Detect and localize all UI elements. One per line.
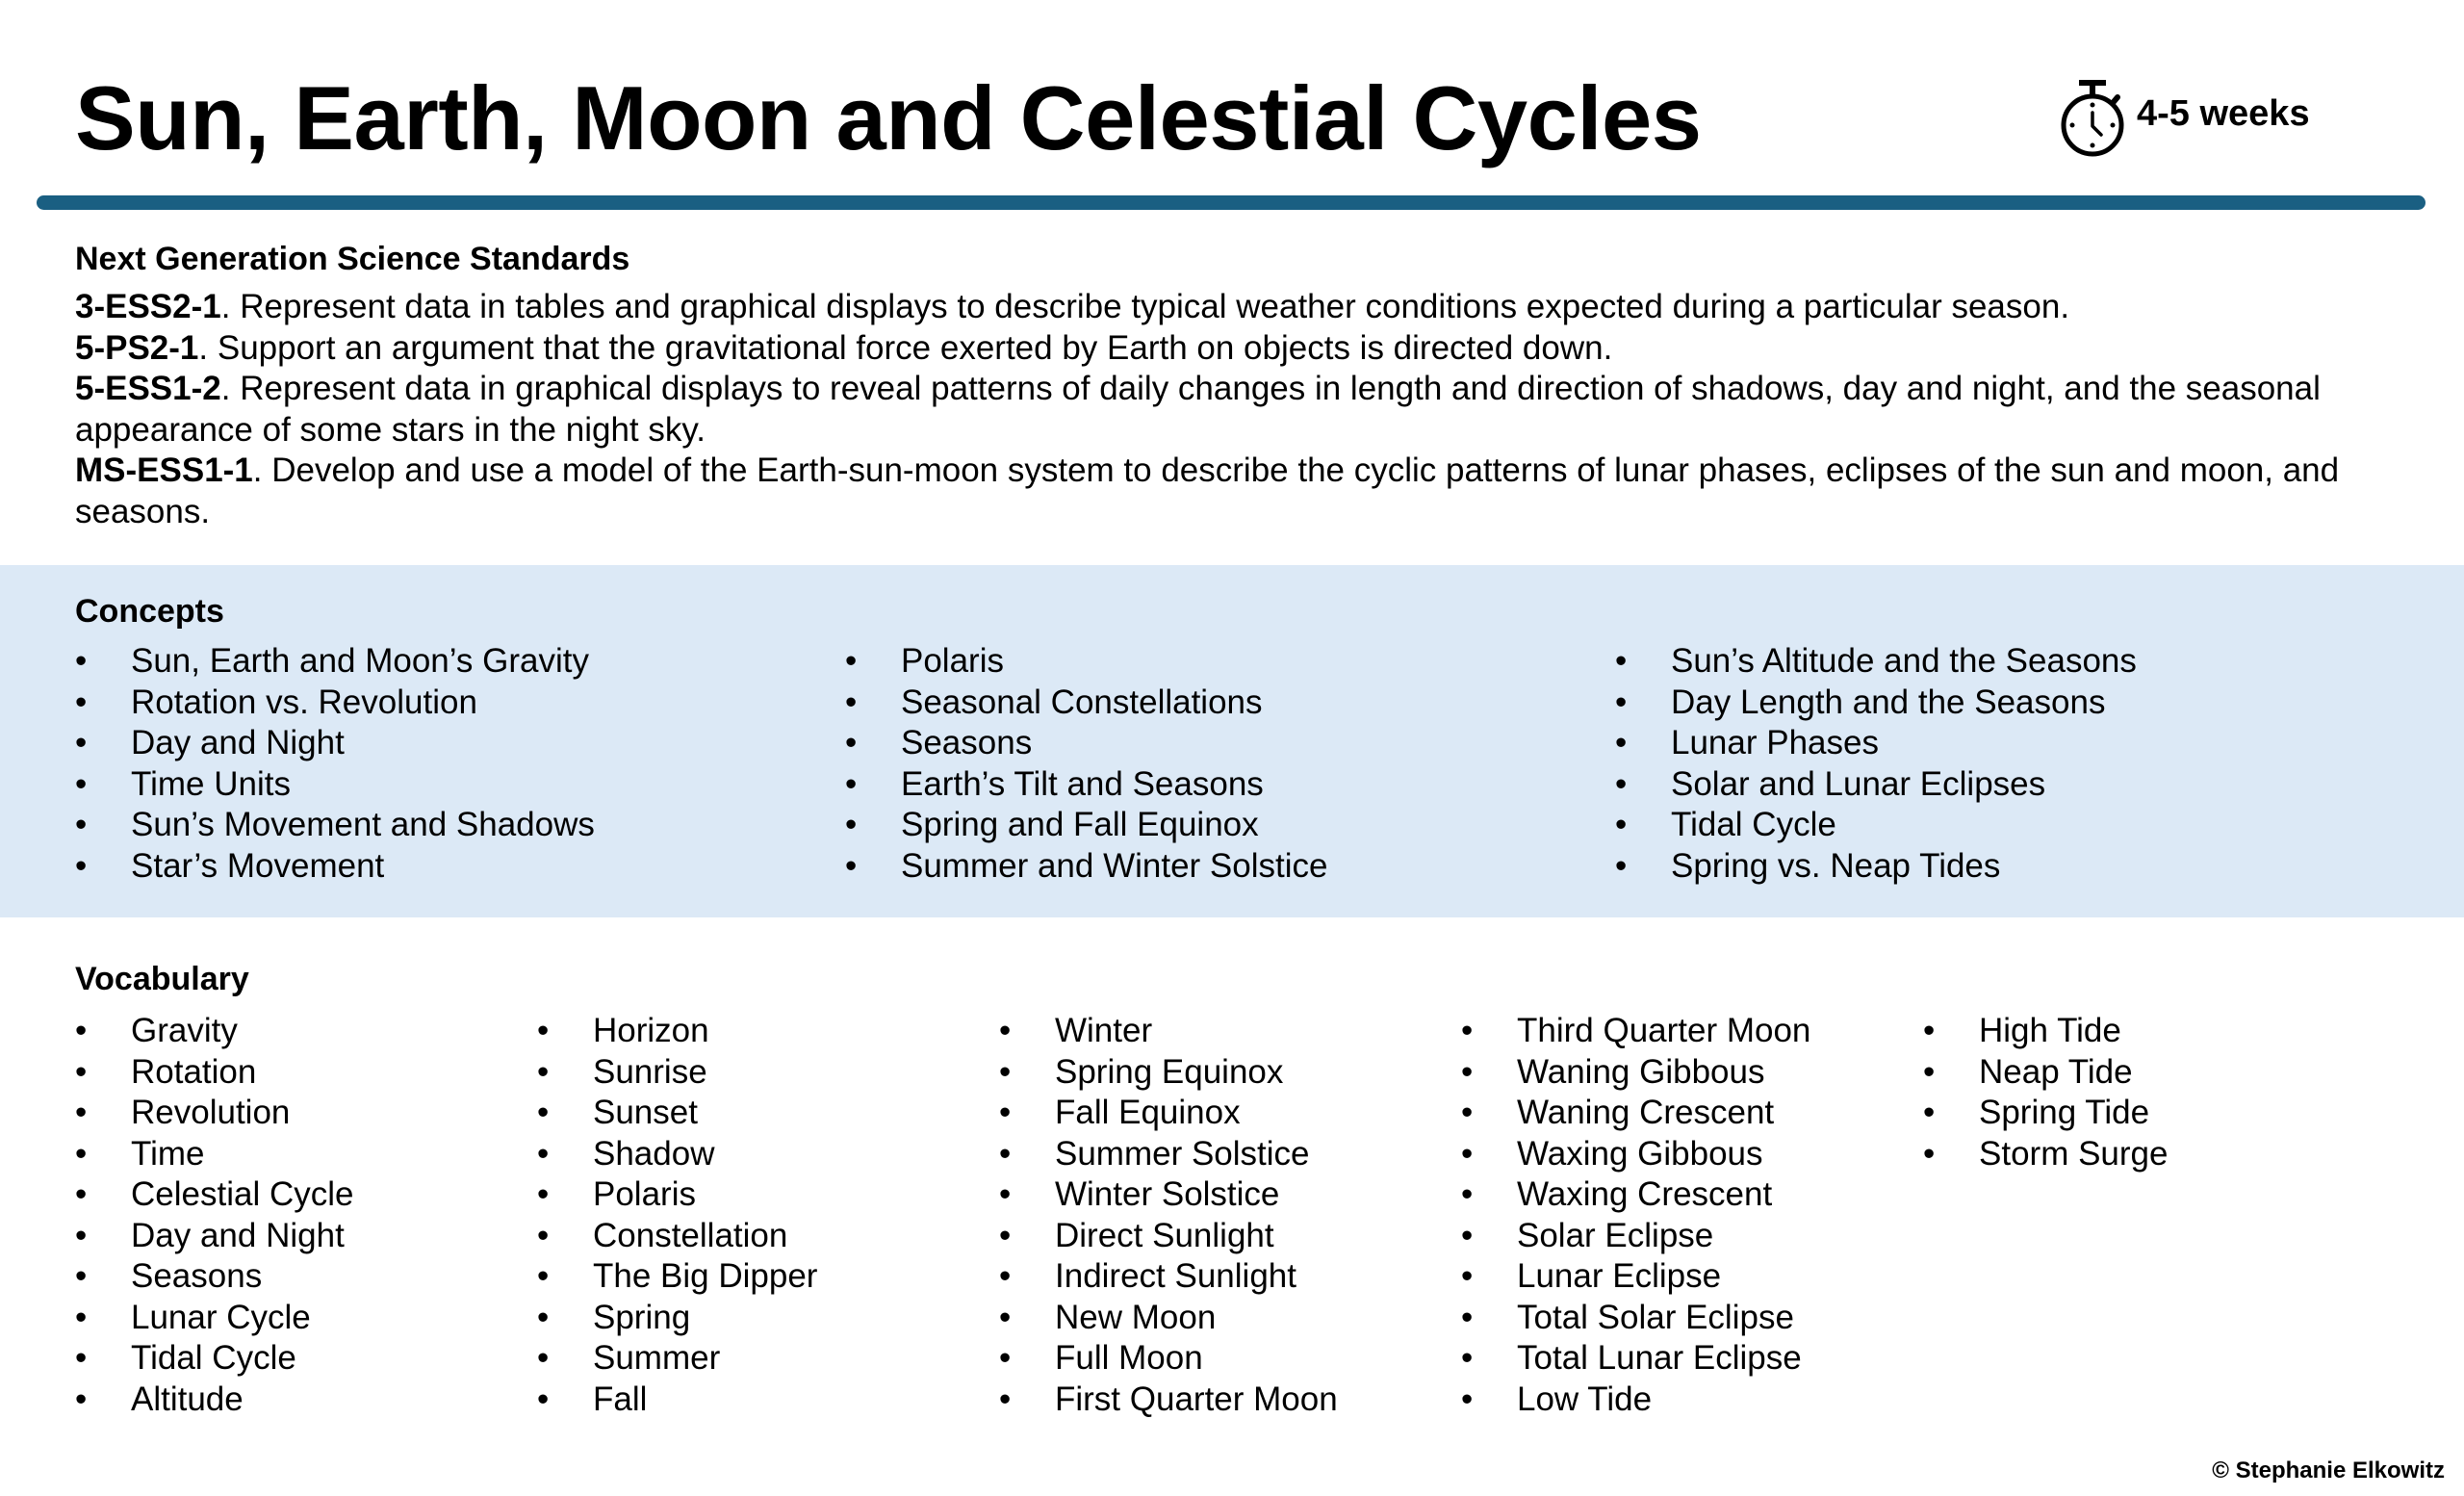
list-item: [537, 1093, 817, 1134]
list-item: [537, 1256, 817, 1298]
list-item-label: Solar Eclipse: [1517, 1216, 1714, 1254]
list-item: [75, 764, 595, 806]
list-item-label: Day and Night: [131, 1216, 345, 1254]
list-item: [75, 1052, 353, 1094]
list-item: [845, 764, 1327, 806]
bullet-icon: •: [1615, 846, 1628, 885]
list-item: [75, 1134, 353, 1175]
list-item: [537, 1174, 817, 1216]
list-item-label: Storm Surge: [1979, 1134, 2169, 1173]
list-item: [1461, 1134, 1810, 1175]
list-item-label: High Tide: [1979, 1012, 2121, 1049]
bullet-icon: •: [1615, 683, 1628, 721]
bullet-icon: •: [845, 724, 858, 761]
list-item: [999, 1380, 1338, 1421]
list-item: [845, 641, 1327, 683]
bullet-icon: •: [999, 1175, 1012, 1213]
list-item: [75, 1093, 353, 1134]
list-item-label: Indirect Sunlight: [1055, 1257, 1296, 1295]
list-item-label: Rotation: [131, 1052, 257, 1091]
bullet-icon: •: [1615, 724, 1628, 761]
list-item-label: Tidal Cycle: [1671, 806, 1836, 843]
bullet-icon: •: [75, 642, 88, 680]
list-item-label: Constellation: [593, 1216, 788, 1254]
bullet-icon: •: [75, 1134, 88, 1173]
list-item-label: Total Lunar Eclipse: [1517, 1339, 1802, 1377]
list-item-label: Total Solar Eclipse: [1517, 1298, 1794, 1336]
bullet-icon: •: [999, 1298, 1012, 1336]
duration-badge: [2056, 73, 2310, 160]
bullet-icon: •: [75, 1216, 88, 1254]
list-item: [1923, 1052, 2168, 1094]
list-item: [75, 1216, 353, 1257]
list-item: [999, 1298, 1338, 1339]
bullet-icon: •: [1923, 1052, 1936, 1091]
bullet-icon: •: [1461, 1012, 1474, 1049]
standard-text: . Develop and use a model of the Earth-sun-moon system to describe the cyclic patterns of lunar phases, eclipses of the sun and moon, and seasons.: [75, 451, 2340, 530]
bullet-icon: •: [1461, 1134, 1474, 1173]
list-item-label: Waning Gibbous: [1517, 1052, 1765, 1091]
bullet-icon: •: [537, 1134, 550, 1173]
list-item-label: Neap Tide: [1979, 1052, 2133, 1091]
bullet-icon: •: [999, 1094, 1012, 1131]
standard-item: [75, 287, 2404, 328]
list-item-label: Sun, Earth and Moon’s Gravity: [131, 642, 589, 680]
list-item-label: Day Length and the Seasons: [1671, 683, 2106, 721]
list-item-label: Waxing Gibbous: [1517, 1134, 1763, 1173]
bullet-icon: •: [537, 1094, 550, 1131]
list-item-label: Direct Sunlight: [1055, 1216, 1274, 1254]
list-item-label: Seasons: [131, 1257, 263, 1295]
list-item-label: Spring: [593, 1298, 691, 1336]
bullet-icon: •: [537, 1175, 550, 1213]
bullet-icon: •: [999, 1380, 1012, 1418]
bullet-icon: •: [1923, 1012, 1936, 1049]
bullet-icon: •: [537, 1380, 550, 1418]
list-item: [1615, 723, 2137, 764]
list-item-label: Lunar Cycle: [131, 1298, 311, 1336]
concepts-column: [1615, 641, 2137, 887]
list-item-label: Lunar Phases: [1671, 724, 1879, 761]
bullet-icon: •: [75, 806, 88, 843]
bullet-icon: •: [1923, 1134, 1936, 1173]
bullet-icon: •: [75, 1094, 88, 1131]
list-item-label: Gravity: [131, 1012, 238, 1049]
list-item: [75, 641, 595, 683]
list-item: [537, 1011, 817, 1052]
page-title: Sun, Earth, Moon and Celestial Cycles: [75, 67, 1702, 168]
list-item: [1461, 1093, 1810, 1134]
list-item: [845, 683, 1327, 724]
list-item-label: Seasons: [901, 724, 1033, 761]
list-item: [537, 1134, 817, 1175]
concepts-column: [845, 641, 1327, 887]
list-item-label: Celestial Cycle: [131, 1175, 354, 1213]
list-item-label: Third Quarter Moon: [1517, 1012, 1811, 1049]
list-item-label: Solar and Lunar Eclipses: [1671, 764, 2046, 803]
list-item-label: Sun’s Movement and Shadows: [131, 806, 595, 843]
bullet-icon: •: [845, 642, 858, 680]
list-item-label: Seasonal Constellations: [901, 683, 1263, 721]
standard-item: [75, 451, 2404, 532]
bullet-icon: •: [75, 1175, 88, 1213]
list-item: [1923, 1134, 2168, 1175]
standard-text: . Represent data in tables and graphical displays to describe typical weather conditions expected during a particular season.: [220, 288, 2070, 325]
list-item: [537, 1338, 817, 1380]
list-item-label: Revolution: [131, 1094, 291, 1131]
list-item-label: Day and Night: [131, 724, 345, 761]
bullet-icon: •: [999, 1339, 1012, 1377]
list-item-label: Time: [131, 1134, 205, 1173]
list-item: [1923, 1093, 2168, 1134]
list-item: [1461, 1011, 1810, 1052]
list-item: [999, 1216, 1338, 1257]
list-item-label: Summer Solstice: [1055, 1134, 1310, 1173]
list-item: [999, 1011, 1338, 1052]
list-item-label: First Quarter Moon: [1055, 1380, 1338, 1418]
bullet-icon: •: [1923, 1094, 1936, 1131]
bullet-icon: •: [999, 1052, 1012, 1091]
bullet-icon: •: [1461, 1052, 1474, 1091]
list-item: [1461, 1174, 1810, 1216]
standard-code: 5-PS2-1: [75, 328, 199, 367]
bullet-icon: •: [75, 1298, 88, 1336]
list-item-label: Winter Solstice: [1055, 1175, 1280, 1213]
vocabulary-heading: Vocabulary: [75, 961, 249, 997]
concepts-column: [75, 641, 595, 887]
list-item: [999, 1093, 1338, 1134]
list-item-label: Full Moon: [1055, 1339, 1203, 1377]
list-item: [1461, 1298, 1810, 1339]
vocabulary-column: [1461, 1011, 1810, 1420]
bullet-icon: •: [537, 1216, 550, 1254]
list-item-label: Altitude: [131, 1380, 244, 1418]
bullet-icon: •: [75, 1339, 88, 1377]
bullet-icon: •: [75, 846, 88, 885]
bullet-icon: •: [999, 1216, 1012, 1254]
bullet-icon: •: [1461, 1094, 1474, 1131]
list-item-label: Summer and Winter Solstice: [901, 846, 1328, 885]
bullet-icon: •: [537, 1339, 550, 1377]
list-item: [1461, 1216, 1810, 1257]
list-item: [1615, 683, 2137, 724]
list-item-label: Polaris: [901, 642, 1004, 680]
list-item-label: Time Units: [131, 764, 291, 803]
bullet-icon: •: [999, 1012, 1012, 1049]
list-item-label: Waning Crescent: [1517, 1094, 1775, 1131]
concepts-heading: Concepts: [75, 593, 224, 630]
list-item-label: Horizon: [593, 1012, 709, 1049]
list-item: [999, 1052, 1338, 1094]
list-item-label: Star’s Movement: [131, 846, 385, 885]
list-item-label: Lunar Eclipse: [1517, 1257, 1722, 1295]
standard-code: 5-ESS1-2: [75, 370, 221, 407]
header-divider: [37, 195, 2426, 210]
list-item: [845, 723, 1327, 764]
standard-item: [75, 369, 2404, 451]
list-item-label: Spring vs. Neap Tides: [1671, 846, 2001, 885]
copyright-notice: © Stephanie Elkowitz: [2212, 1457, 2445, 1483]
bullet-icon: •: [1461, 1257, 1474, 1295]
list-item-label: Sunset: [593, 1094, 698, 1131]
bullet-icon: •: [75, 1257, 88, 1295]
bullet-icon: •: [845, 764, 858, 803]
bullet-icon: •: [1615, 806, 1628, 843]
standard-text: . Represent data in graphical displays to reveal patterns of daily changes in length and direction of shadows, day and night, and the seasonal appearance of some stars in the night sky.: [75, 370, 2321, 449]
list-item: [999, 1174, 1338, 1216]
list-item-label: Tidal Cycle: [131, 1339, 296, 1377]
list-item: [999, 1256, 1338, 1298]
list-item-label: Winter: [1055, 1012, 1153, 1049]
list-item: [75, 1256, 353, 1298]
bullet-icon: •: [1461, 1380, 1474, 1418]
stopwatch-icon: [2056, 74, 2129, 159]
list-item: [75, 1380, 353, 1421]
vocabulary-column: [1923, 1011, 2168, 1174]
bullet-icon: •: [537, 1012, 550, 1049]
bullet-icon: •: [75, 683, 88, 721]
list-item: [537, 1052, 817, 1094]
bullet-icon: •: [1615, 642, 1628, 680]
list-item-label: Polaris: [593, 1175, 696, 1213]
list-item-label: The Big Dipper: [593, 1257, 818, 1295]
list-item-label: Fall: [593, 1380, 648, 1418]
list-item: [999, 1134, 1338, 1175]
list-item-label: Low Tide: [1517, 1380, 1653, 1418]
bullet-icon: •: [1461, 1216, 1474, 1254]
list-item-label: Summer: [593, 1339, 721, 1377]
bullet-icon: •: [845, 846, 858, 885]
bullet-icon: •: [1615, 764, 1628, 803]
bullet-icon: •: [537, 1257, 550, 1295]
list-item-label: Spring Tide: [1979, 1094, 2150, 1131]
bullet-icon: •: [75, 1012, 88, 1049]
bullet-icon: •: [537, 1298, 550, 1336]
list-item: [1615, 805, 2137, 846]
standard-item: [75, 328, 2404, 370]
bullet-icon: •: [75, 764, 88, 803]
list-item: [75, 1298, 353, 1339]
list-item-label: Rotation vs. Revolution: [131, 683, 477, 721]
bullet-icon: •: [1461, 1175, 1474, 1213]
list-item-label: Earth’s Tilt and Seasons: [901, 764, 1264, 803]
list-item-label: Sun’s Altitude and the Seasons: [1671, 642, 2137, 680]
list-item: [1615, 846, 2137, 888]
list-item: [1461, 1256, 1810, 1298]
list-item: [75, 1174, 353, 1216]
list-item: [75, 683, 595, 724]
list-item: [845, 805, 1327, 846]
duration-label: 4-5 weeks: [2137, 92, 2310, 134]
list-item-label: Waxing Crescent: [1517, 1175, 1773, 1213]
list-item: [1923, 1011, 2168, 1052]
list-item: [75, 846, 595, 888]
bullet-icon: •: [845, 683, 858, 721]
list-item: [537, 1380, 817, 1421]
list-item-label: Sunrise: [593, 1052, 707, 1091]
vocabulary-column: [75, 1011, 353, 1420]
vocabulary-column: [999, 1011, 1338, 1420]
standard-code: 3-ESS2-1: [75, 288, 221, 325]
list-item: [75, 805, 595, 846]
list-item: [1615, 641, 2137, 683]
list-item: [1461, 1052, 1810, 1094]
bullet-icon: •: [999, 1134, 1012, 1173]
standards-heading: Next Generation Science Standards: [75, 241, 630, 277]
bullet-icon: •: [1461, 1339, 1474, 1377]
list-item: [75, 723, 595, 764]
bullet-icon: •: [1461, 1298, 1474, 1336]
standard-code: MS-ESS1-1: [75, 451, 253, 489]
list-item-label: Fall Equinox: [1055, 1094, 1241, 1131]
list-item: [537, 1216, 817, 1257]
list-item: [1461, 1380, 1810, 1421]
list-item: [537, 1298, 817, 1339]
list-item: [75, 1338, 353, 1380]
list-item-label: Shadow: [593, 1134, 715, 1173]
vocabulary-column: [537, 1011, 817, 1420]
list-item-label: Spring Equinox: [1055, 1052, 1284, 1091]
list-item: [75, 1011, 353, 1052]
list-item-label: New Moon: [1055, 1298, 1217, 1336]
standard-text: . Support an argument that the gravitational force exerted by Earth on objects is directed down.: [198, 328, 1613, 367]
list-item: [1461, 1338, 1810, 1380]
list-item: [1615, 764, 2137, 806]
bullet-icon: •: [75, 1380, 88, 1418]
bullet-icon: •: [75, 1052, 88, 1091]
list-item: [999, 1338, 1338, 1380]
bullet-icon: •: [845, 806, 858, 843]
bullet-icon: •: [999, 1257, 1012, 1295]
standards-list: [75, 287, 2404, 532]
list-item: [845, 846, 1327, 888]
bullet-icon: •: [537, 1052, 550, 1091]
bullet-icon: •: [75, 724, 88, 761]
list-item-label: Spring and Fall Equinox: [901, 806, 1259, 843]
